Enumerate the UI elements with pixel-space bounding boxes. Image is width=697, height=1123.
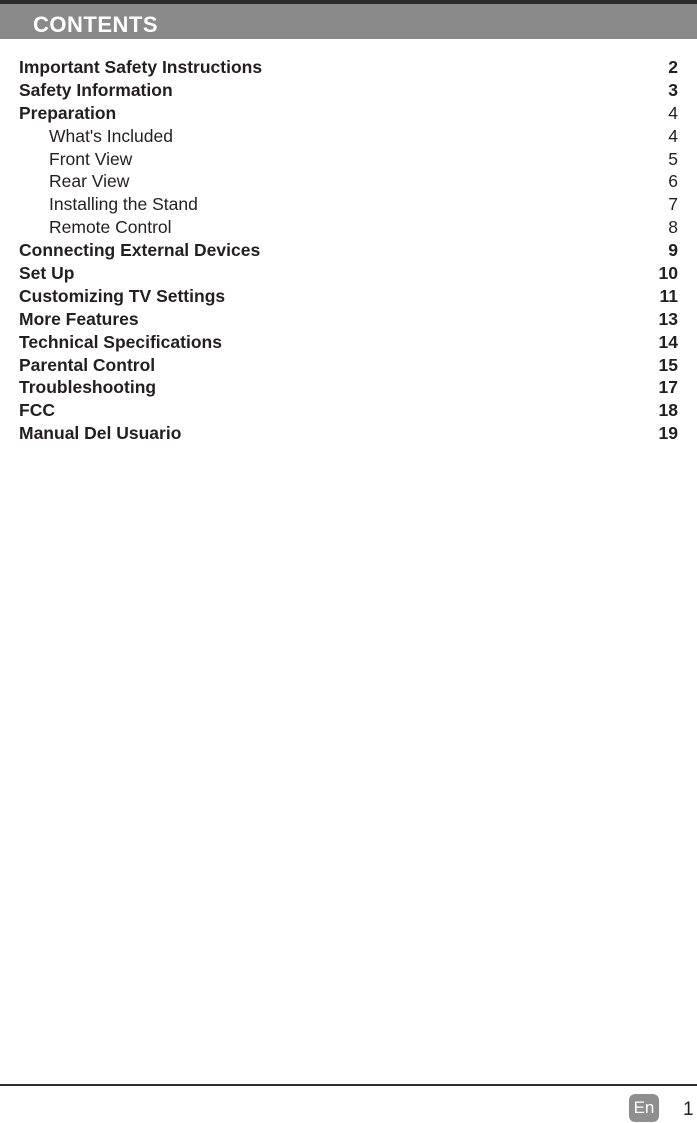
contents-header-bar [0, 4, 697, 39]
toc-entry-title: Customizing TV Settings [19, 285, 226, 306]
toc-entry[interactable] [0, 262, 697, 285]
toc-entry-title: Safety Information [19, 79, 173, 100]
toc-entry-title: More Features [19, 308, 139, 329]
toc-entry-page: 15 [658, 354, 678, 375]
page-title: CONTENTS [33, 12, 158, 37]
toc-entry-title: Important Safety Instructions [19, 57, 263, 77]
toc-entry-title: Front View [49, 148, 133, 169]
toc-entry[interactable] [0, 193, 697, 216]
toc-entry[interactable] [0, 399, 697, 422]
toc-entry[interactable] [0, 216, 697, 239]
toc-entry[interactable] [0, 239, 697, 262]
toc-entry-page: 7 [668, 194, 678, 215]
toc-entry-page: 13 [658, 308, 678, 329]
table-of-contents [0, 56, 697, 445]
toc-entry[interactable] [0, 79, 697, 102]
toc-entry-page: 4 [668, 102, 678, 123]
toc-entry[interactable] [0, 125, 697, 148]
toc-entry[interactable] [0, 148, 697, 171]
toc-entry[interactable] [0, 308, 697, 331]
toc-entry-title: Technical Specifications [19, 331, 222, 352]
toc-entry-title: Preparation [19, 102, 117, 123]
toc-entry-page: 10 [658, 263, 678, 284]
toc-entry-page: 3 [668, 79, 678, 100]
toc-entry-title: Set Up [19, 263, 75, 284]
toc-entry-title: Installing the Stand [49, 194, 198, 215]
toc-entry[interactable] [0, 170, 697, 193]
toc-entry-page: 2 [668, 57, 678, 77]
language-badge: En [629, 1094, 659, 1122]
toc-entry-page: 5 [668, 148, 678, 169]
toc-entry-page: 11 [659, 285, 678, 306]
toc-entry[interactable] [0, 422, 697, 445]
toc-entry-page: 8 [668, 217, 678, 238]
footer-rule [0, 1084, 697, 1086]
toc-entry[interactable] [0, 102, 697, 125]
toc-entry[interactable] [0, 376, 697, 399]
toc-entry-title: FCC [19, 400, 55, 421]
toc-entry[interactable] [0, 331, 697, 354]
toc-entry-title: Troubleshooting [19, 377, 157, 398]
toc-entry-title: Parental Control [19, 354, 156, 375]
toc-entry[interactable] [0, 285, 697, 308]
toc-entry-page: 6 [668, 171, 678, 192]
toc-entry-title: Rear View [49, 171, 130, 192]
toc-entry-page: 9 [668, 240, 678, 261]
toc-entry-page: 4 [668, 125, 678, 146]
toc-entry-page: 17 [658, 377, 678, 398]
toc-entry-page: 18 [658, 400, 678, 421]
toc-entry-title: Remote Control [49, 217, 172, 238]
toc-entry-page: 19 [658, 423, 678, 444]
toc-entry[interactable] [0, 354, 697, 377]
toc-entry-page: 14 [658, 331, 678, 352]
toc-entry-title: What's Included [49, 125, 173, 146]
toc-entry-title: Manual Del Usuario [19, 423, 182, 444]
toc-entry[interactable] [0, 56, 697, 79]
page-number: 1 [683, 1099, 694, 1120]
toc-entry-title: Connecting External Devices [19, 240, 261, 261]
